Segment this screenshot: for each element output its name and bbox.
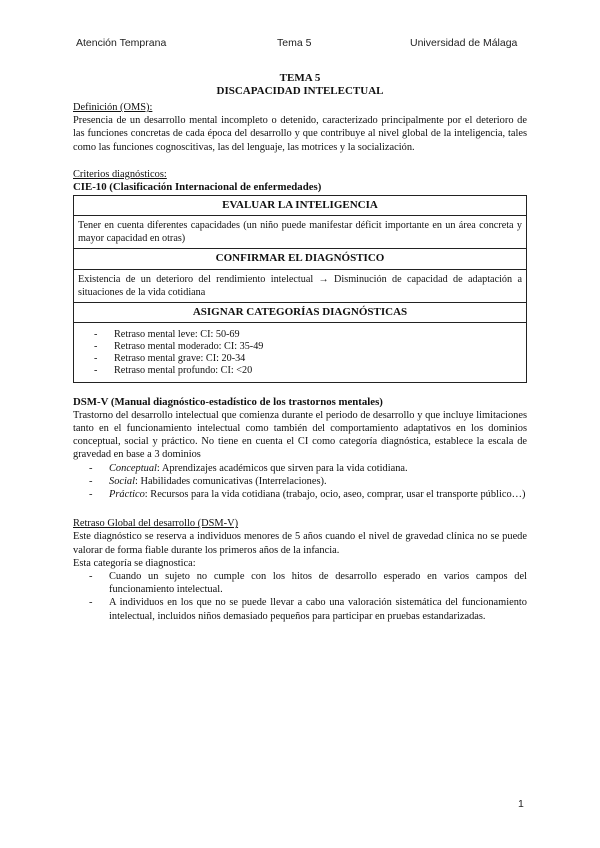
title-line-1: TEMA 5 bbox=[279, 72, 321, 84]
domain-desc: : Habilidades comunicativas (Interrelaciones). bbox=[134, 475, 327, 487]
dsm-domains-list bbox=[73, 462, 527, 502]
global-delay-label: Retraso Global del desarrollo (DSM-V) bbox=[73, 518, 239, 530]
dsm-text: Trastorno del desarrollo intelectual que comienza durante el periodo de desarrollo y que incluye limitaciones tanto en el funcionamiento intelectual como también del comportamiento adaptativos en los dominios conceptual, social y práctico. No tiene en cuenta el CI como categoría diagnóstica, establece la escala de gravedad en base a 3 dominios bbox=[73, 409, 527, 461]
box-confirm-text: Existencia de un deterioro del rendimiento intelectual → Disminución de capacidad de adaptación a situaciones de la vida cotidiana bbox=[74, 269, 527, 302]
list-item: - A individuos en los que no se puede llevar a cabo una valoración sistemática del funcionamiento intelectual, incluidos niños demasiado pequeños para participar en pruebas estandarizadas. bbox=[73, 596, 527, 622]
domain-term: Práctico bbox=[109, 489, 145, 501]
domain-desc: : Recursos para la vida cotidiana (trabajo, ocio, aseo, comprar, usar el transporte público…) bbox=[144, 489, 526, 501]
box-evaluate-heading: EVALUAR LA INTELIGENCIA bbox=[74, 196, 527, 216]
box-evaluate-text: Tener en cuenta diferentes capacidades (un niño puede manifestar déficit importante en un área concreta y mayor capacidad en otras) bbox=[74, 216, 527, 249]
list-item: - Retraso mental leve: CI: 50-69 bbox=[78, 329, 522, 341]
list-item: - Retraso mental moderado: CI: 35-49 bbox=[78, 341, 522, 353]
criteria-label: Criterios diagnósticos: bbox=[73, 168, 167, 180]
header-university: Universidad de Málaga bbox=[410, 37, 518, 49]
domain-term: Conceptual bbox=[109, 462, 157, 474]
box-categories-heading: ASIGNAR CATEGORÍAS DIAGNÓSTICAS bbox=[74, 302, 527, 322]
header-subject: Atención Temprana bbox=[76, 37, 167, 49]
document-body bbox=[73, 72, 527, 623]
header-topic: Tema 5 bbox=[277, 37, 312, 49]
list-item bbox=[73, 462, 527, 475]
title-line-2: DISCAPACIDAD INTELECTUAL bbox=[216, 85, 384, 97]
list-item: - Retraso mental grave: CI: 20-34 bbox=[78, 353, 522, 365]
box-confirm-heading: CONFIRMAR EL DIAGNÓSTICO bbox=[74, 249, 527, 269]
dsm-title: DSM-V (Manual diagnóstico-estadístico de los trastornos mentales) bbox=[73, 395, 383, 408]
box-categories-list-cell bbox=[74, 322, 527, 382]
cie-table bbox=[73, 195, 527, 382]
list-item bbox=[73, 488, 527, 501]
page-header bbox=[0, 37, 600, 51]
definition-text: Presencia de un desarrollo mental incompleto o detenido, caracterizado principalmente por el deterioro de las funciones concretas de cada época del desarrollo y que contribuye al nivel global de la inteligencia, tales como las funciones cognoscitivas, las del lenguaje, las motrices y la socialización. bbox=[73, 115, 527, 153]
categories-list bbox=[78, 329, 522, 378]
global-delay-list bbox=[73, 570, 527, 623]
domain-desc: : Aprendizajes académicos que sirven para la vida cotidiana. bbox=[156, 462, 408, 474]
global-delay-intro: Esta categoría se diagnostica: bbox=[73, 557, 196, 569]
domain-term: Social bbox=[109, 475, 135, 487]
cie-title: CIE-10 (Clasificación Internacional de enfermedades) bbox=[73, 181, 322, 194]
list-item: - Retraso mental profundo: CI: <20 bbox=[78, 365, 522, 377]
page-number: 1 bbox=[518, 798, 524, 810]
list-item: - Cuando un sujeto no cumple con los hitos de desarrollo esperado en varios campos del funcionamiento intelectual. bbox=[73, 570, 527, 596]
definition-label: Definición (OMS): bbox=[73, 102, 153, 113]
list-item bbox=[73, 475, 527, 488]
global-delay-text: Este diagnóstico se reserva a individuos menores de 5 años cuando el nivel de gravedad clínica no se puede valorar de forma fiable durante los primeros años de la infancia. bbox=[73, 531, 527, 556]
